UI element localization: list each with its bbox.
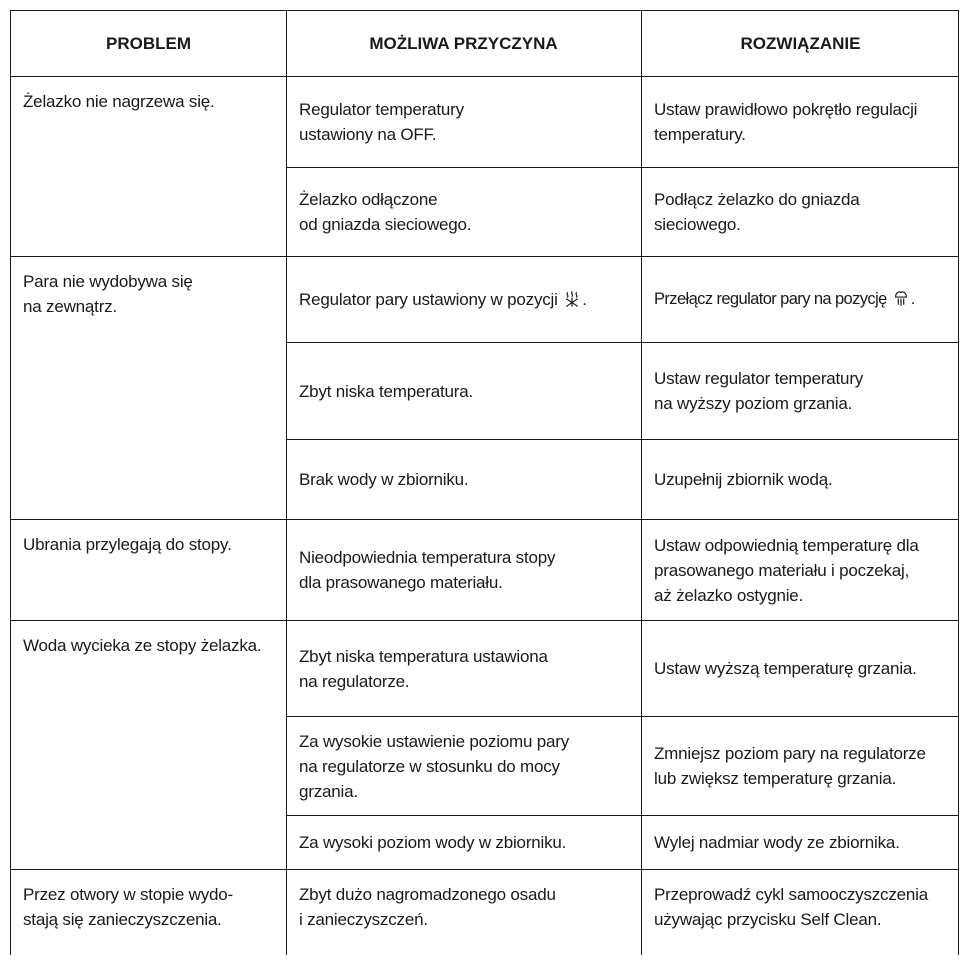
solution-cell bbox=[642, 168, 960, 256]
header-solution bbox=[641, 11, 960, 76]
cause-cell bbox=[287, 440, 641, 519]
solution-text: Przeprowadź cykl samooczyszczenia używając przycisku Self Clean. bbox=[654, 885, 928, 929]
problem-text: Ubrania przylegają do stopy. bbox=[23, 535, 232, 554]
solution-text: Ustaw wyższą temperaturę grzania. bbox=[654, 659, 917, 678]
solution-text-pre: Przełącz regulator pary na pozycję bbox=[654, 290, 891, 308]
problem-text: Przez otwory w stopie wydo- stają się zanieczyszczenia. bbox=[23, 885, 234, 929]
cause-text: Za wysoki poziom wody w zbiorniku. bbox=[299, 833, 567, 852]
solution-cell bbox=[642, 870, 960, 956]
solution-text: Ustaw regulator temperatury na wyższy poziom grzania. bbox=[654, 369, 864, 413]
cause-cell bbox=[287, 77, 641, 167]
cause-text: Za wysokie ustawienie poziomu pary na regulatorze w stosunku do mocy grzania. bbox=[299, 731, 570, 801]
header-problem-label: PROBLEM bbox=[106, 34, 191, 53]
problem-cell bbox=[11, 77, 286, 256]
solution-cell bbox=[642, 816, 960, 869]
problem-cell bbox=[11, 257, 286, 519]
problem-text: Żelazko nie nagrzewa się. bbox=[23, 92, 215, 111]
solution-cell bbox=[642, 343, 960, 439]
header-solution-label: ROZWIĄZANIE bbox=[740, 34, 861, 53]
solution-text bbox=[654, 287, 915, 312]
steam-off-icon bbox=[563, 290, 581, 308]
cause-text: Zbyt niska temperatura. bbox=[299, 381, 473, 401]
cause-text: Regulator temperatury ustawiony na OFF. bbox=[299, 100, 464, 144]
problem-text: Para nie wydobywa się na zewnątrz. bbox=[23, 272, 193, 316]
cause-cell bbox=[287, 257, 641, 342]
cause-cell bbox=[287, 870, 641, 956]
cause-text bbox=[299, 287, 587, 312]
cause-text: Brak wody w zbiorniku. bbox=[299, 470, 469, 489]
header-problem bbox=[11, 11, 286, 76]
cause-cell bbox=[287, 621, 641, 716]
solution-text: Uzupełnij zbiornik wodą. bbox=[654, 470, 833, 489]
troubleshooting-table bbox=[10, 10, 959, 955]
solution-cell bbox=[642, 257, 960, 342]
solution-cell bbox=[642, 520, 960, 620]
cause-text-post: . bbox=[582, 290, 587, 309]
solution-cell bbox=[642, 440, 960, 519]
problem-cell bbox=[11, 621, 286, 869]
cause-text-pre: Regulator pary ustawiony w pozycji bbox=[299, 290, 563, 309]
solution-cell bbox=[642, 717, 960, 815]
solution-text: Wylej nadmiar wody ze zbiornika. bbox=[654, 833, 900, 852]
cause-text: Zbyt dużo nagromadzonego osadu i zanieczyszczeń. bbox=[299, 885, 556, 929]
solution-cell bbox=[642, 621, 960, 716]
solution-text: Ustaw prawidłowo pokrętło regulacji temperatury. bbox=[654, 100, 918, 144]
solution-cell bbox=[642, 77, 960, 167]
problem-cell bbox=[11, 870, 286, 956]
cause-cell bbox=[287, 168, 641, 256]
problem-text: Woda wycieka ze stopy żelazka. bbox=[23, 636, 262, 655]
steam-on-icon bbox=[892, 289, 910, 307]
solution-text: Ustaw odpowiednią temperaturę dla prasowanego materiału i poczekaj, aż żelazko ostygnie. bbox=[654, 535, 919, 605]
solution-text: Podłącz żelazko do gniazda sieciowego. bbox=[654, 190, 860, 234]
cause-text: Żelazko odłączone od gniazda sieciowego. bbox=[299, 190, 472, 234]
cause-text: Zbyt niska temperatura ustawiona na regulatorze. bbox=[299, 646, 548, 691]
cause-cell bbox=[287, 520, 641, 620]
header-cause bbox=[286, 11, 641, 76]
cause-cell bbox=[287, 343, 641, 439]
cause-text: Nieodpowiednia temperatura stopy dla prasowanego materiału. bbox=[299, 548, 556, 592]
cause-cell bbox=[287, 717, 641, 815]
solution-text: Zmniejsz poziom pary na regulatorze lub zwiększ temperaturę grzania. bbox=[654, 744, 926, 788]
problem-cell bbox=[11, 520, 286, 620]
cause-cell bbox=[287, 816, 641, 869]
header-cause-label: MOŻLIWA PRZYCZYNA bbox=[369, 34, 558, 53]
solution-text-post: . bbox=[910, 290, 915, 308]
